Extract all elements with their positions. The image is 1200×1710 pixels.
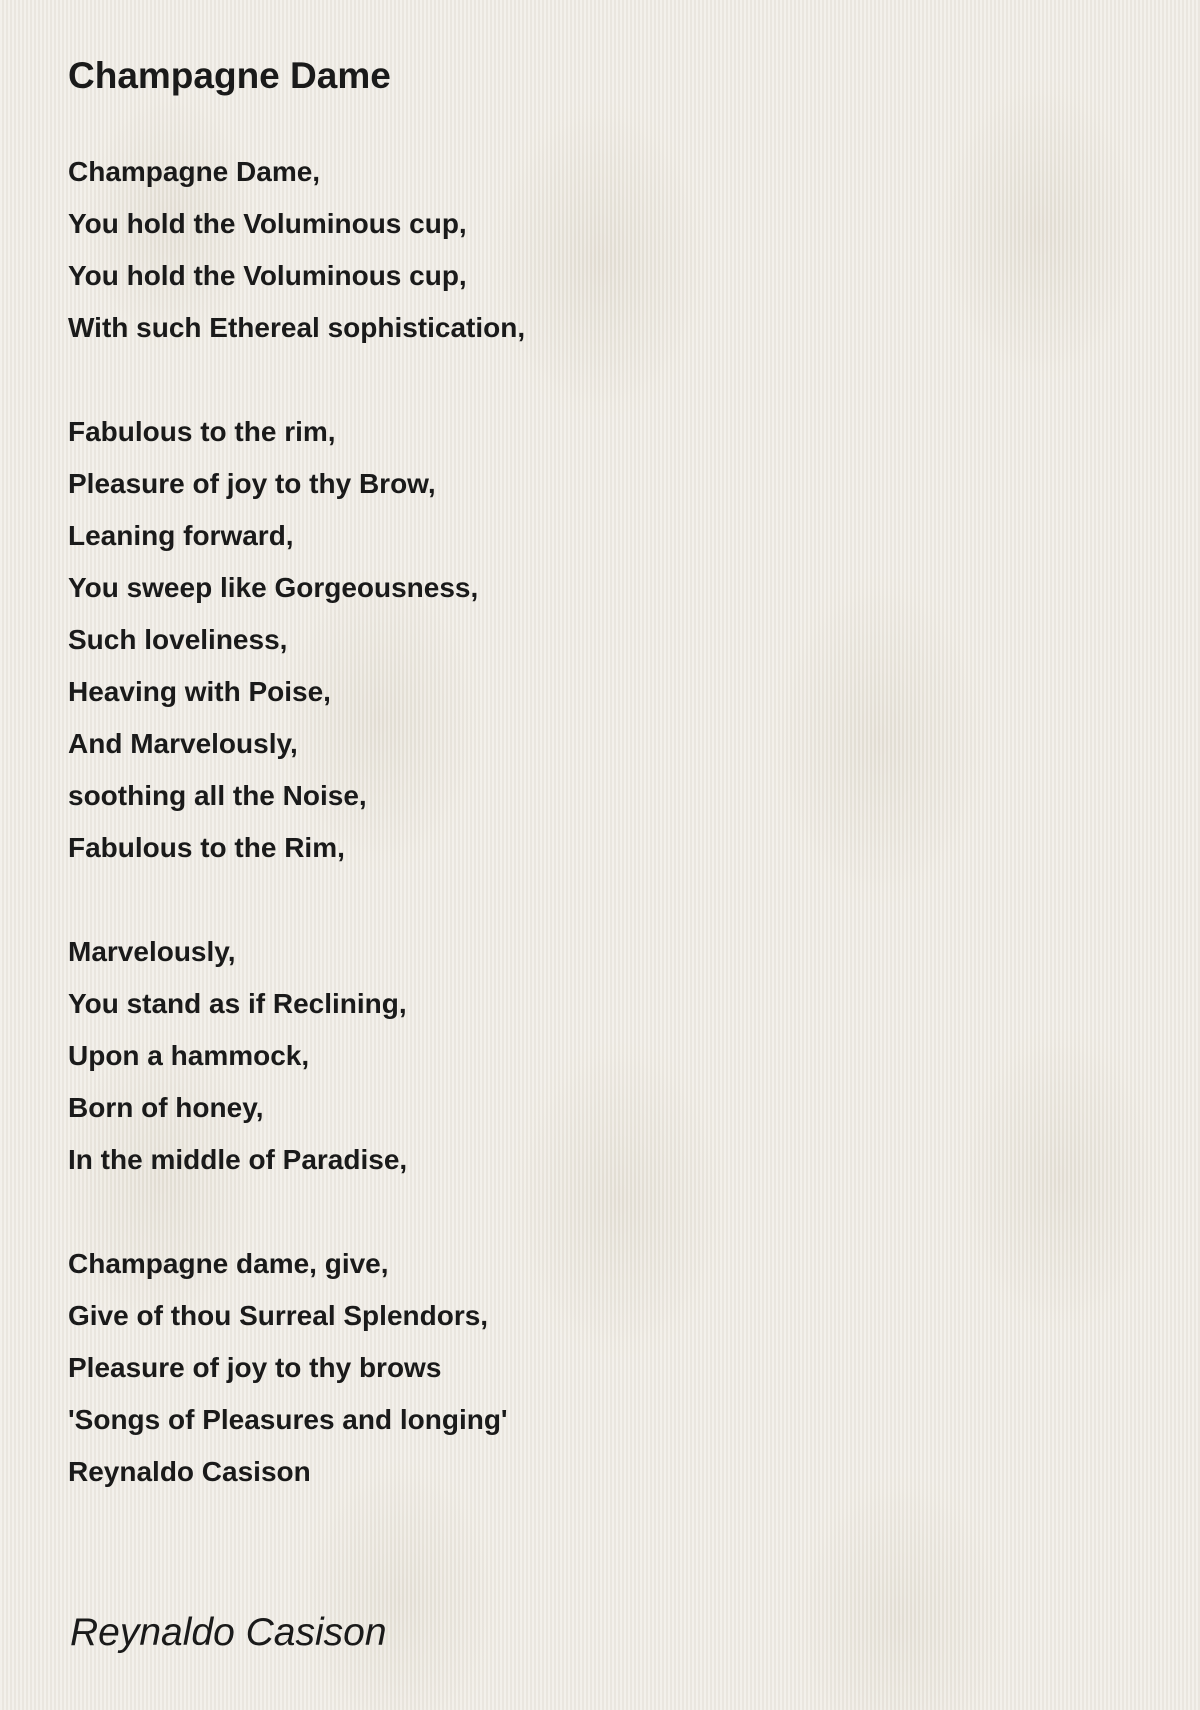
- poem-line: You hold the Voluminous cup,: [68, 260, 467, 291]
- poem-line: You sweep like Gorgeousness,: [68, 572, 479, 603]
- poem-line: You hold the Voluminous cup,: [68, 208, 467, 239]
- poem-line: Fabulous to the rim,: [68, 416, 336, 447]
- poem-line: Heaving with Poise,: [68, 676, 331, 707]
- stanza-3: [68, 926, 1148, 1186]
- poem-page: [68, 52, 1148, 1550]
- stanza-1: [68, 146, 1148, 354]
- poem-line: Leaning forward,: [68, 520, 294, 551]
- poem-line: soothing all the Noise,: [68, 780, 367, 811]
- poem-line: Marvelously,: [68, 936, 236, 967]
- poem-line: 'Songs of Pleasures and longing': [68, 1404, 508, 1435]
- poem-line: Reynaldo Casison: [68, 1456, 311, 1487]
- poem-line: You stand as if Reclining,: [68, 988, 407, 1019]
- poem-body: [68, 146, 1148, 1498]
- poem-line: Pleasure of joy to thy brows: [68, 1352, 442, 1383]
- poem-line: Fabulous to the Rim,: [68, 832, 345, 863]
- poem-line: In the middle of Paradise,: [68, 1144, 408, 1175]
- poem-line: Such loveliness,: [68, 624, 288, 655]
- poem-line: Born of honey,: [68, 1092, 264, 1123]
- author-signature: Reynaldo Casison: [70, 1611, 387, 1654]
- poem-line: Champagne Dame,: [68, 156, 321, 187]
- stanza-2: [68, 406, 1148, 874]
- poem-line: Champagne dame, give,: [68, 1248, 389, 1279]
- poem-line: Give of thou Surreal Splendors,: [68, 1300, 489, 1331]
- stanza-4: [68, 1238, 1148, 1498]
- poem-line: Upon a hammock,: [68, 1040, 310, 1071]
- poem-line: With such Ethereal sophistication,: [68, 312, 526, 343]
- poem-line: And Marvelously,: [68, 728, 298, 759]
- poem-title: Champagne Dame: [68, 55, 391, 96]
- poem-line: Pleasure of joy to thy Brow,: [68, 468, 436, 499]
